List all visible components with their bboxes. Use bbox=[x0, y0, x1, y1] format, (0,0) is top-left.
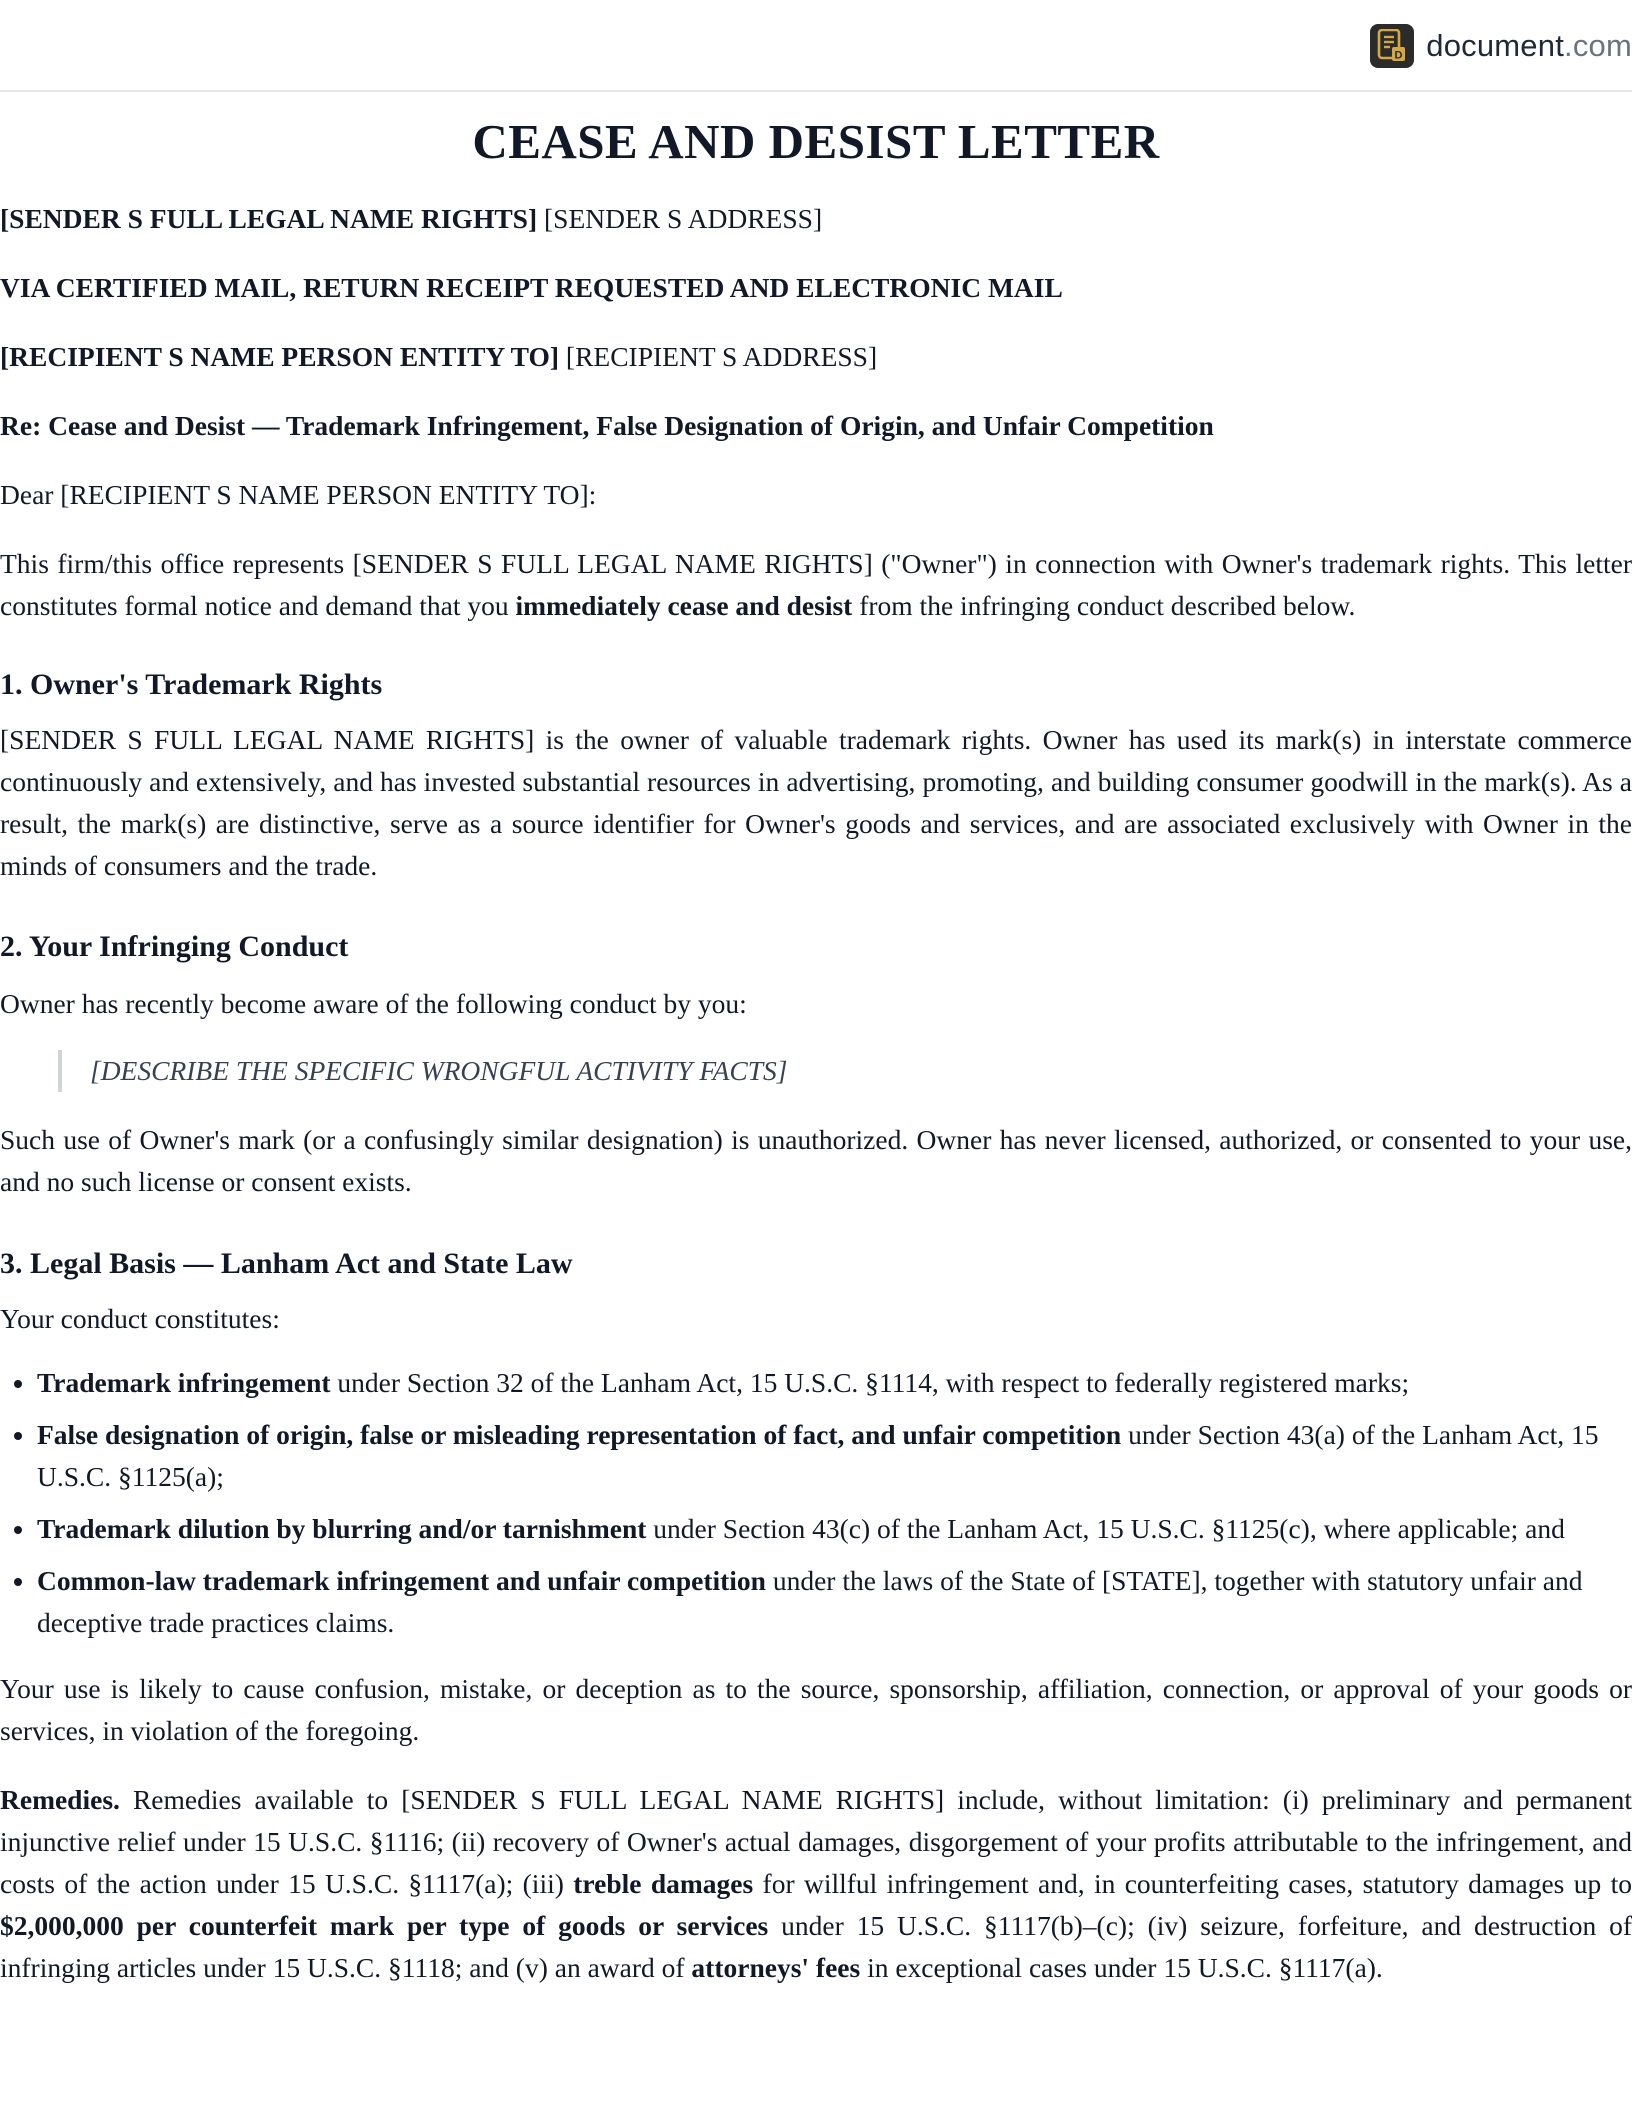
remedies-paragraph: Remedies. Remedies available to [SENDER S FULL LEGAL NAME RIGHTS] include, without limitation: (i) preliminary and permanent injunctive relief under 15 U.S.C. §1116; (ii) recovery of Owner's actual damages, disgorgement of your profits attributable to the infringement, and costs of the action under 15 U.S.C. §1117(a); (iii) treble damages for willful infringement and, in counterfeiting cases, statutory damages up to $2,000,000 per counterfeit mark per type of goods or services under 15 U.S.C. §1117(b)–(c); (iv) seizure, forfeiture, and destruction of infringing articles under 15 U.S.C. §1118; and (v) an award of attorneys' fees in exceptional cases under 15 U.S.C. §1117(a). bbox=[0, 1784, 1632, 1983]
svg-text:D: D bbox=[1394, 49, 1403, 62]
section-heading-2: 2. Your Infringing Conduct bbox=[0, 930, 349, 963]
section-heading-3: 3. Legal Basis — Lanham Act and State Law bbox=[0, 1247, 573, 1280]
section-3-lead: Your conduct constitutes: bbox=[0, 1303, 280, 1334]
recipient-address: [RECIPIENT S ADDRESS] bbox=[565, 341, 878, 372]
sender-name: [SENDER S FULL LEGAL NAME RIGHTS] bbox=[0, 203, 538, 234]
confusion-paragraph: Your use is likely to cause confusion, mistake, or deception as to the source, sponsorship, affiliation, connection, or approval of your goods or services, in violation of the foregoing. bbox=[0, 1673, 1632, 1746]
list-item: • Trademark dilution by blurring and/or tarnishment under Section 43(c) of the Lanham Act, 15 U.S.C. §1125(c), where applicable; and bbox=[37, 1508, 1632, 1550]
delivery-method: VIA CERTIFIED MAIL, RETURN RECEIPT REQUESTED AND ELECTRONIC MAIL bbox=[0, 272, 1063, 303]
brand-logo[interactable] bbox=[1370, 22, 1632, 70]
list-item: • Trademark infringement under Section 32 of the Lanham Act, 15 U.S.C. §1114, with respect to federally registered marks; bbox=[37, 1362, 1632, 1404]
intro-paragraph: This firm/this office represents [SENDER S FULL LEGAL NAME RIGHTS] ("Owner") in connection with Owner's trademark rights. This letter constitutes formal notice and demand that you immediately cease and desist from the infringing conduct described below. bbox=[0, 548, 1632, 621]
section-1-body: [SENDER S FULL LEGAL NAME RIGHTS] is the owner of valuable trademark rights. Owner has used its mark(s) in interstate commerce continuously and extensively, and has invested substantial resources in advertising, promoting, and building consumer goodwill in the mark(s). As a result, the mark(s) are distinctive, serve as a source identifier for Owner's goods and services, and are associated exclusively with Owner in the minds of consumers and the trade. bbox=[0, 724, 1632, 881]
list-item: • False designation of origin, false or misleading representation of fact, and unfair competition under Section 43(a) of the Lanham Act, 15 U.S.C. §1125(a); bbox=[37, 1414, 1632, 1498]
document-logo-icon bbox=[1370, 24, 1414, 68]
letter-body bbox=[0, 92, 1632, 1989]
page-title: CEASE AND DESIST LETTER bbox=[472, 114, 1160, 169]
salutation: Dear [RECIPIENT S NAME PERSON ENTITY TO]: bbox=[0, 479, 597, 510]
subject-line: Re: Cease and Desist — Trademark Infringement, False Designation of Origin, and Unfair Competition bbox=[0, 410, 1214, 441]
section-heading-1: 1. Owner's Trademark Rights bbox=[0, 668, 383, 701]
section-2-body: Such use of Owner's mark (or a confusingly similar designation) is unauthorized. Owner has never licensed, authorized, or consented to your use, and no such license or consent exists. bbox=[0, 1124, 1632, 1197]
legal-basis-list bbox=[0, 1362, 1632, 1644]
sender-address: [SENDER S ADDRESS] bbox=[544, 203, 823, 234]
recipient-name: [RECIPIENT S NAME PERSON ENTITY TO] bbox=[0, 341, 560, 372]
sender-block bbox=[0, 198, 1632, 240]
brand-name: document.com bbox=[1426, 28, 1632, 63]
header-bar bbox=[0, 0, 1632, 92]
list-item: • Common-law trademark infringement and unfair competition under the laws of the State of [STATE], together with statutory unfair and deceptive trade practices claims. bbox=[37, 1560, 1632, 1644]
recipient-block bbox=[0, 336, 1632, 378]
section-2-lead: Owner has recently become aware of the following conduct by you: bbox=[0, 988, 747, 1019]
blockquote-placeholder: [DESCRIBE THE SPECIFIC WRONGFUL ACTIVITY FACTS] bbox=[58, 1050, 1632, 1092]
